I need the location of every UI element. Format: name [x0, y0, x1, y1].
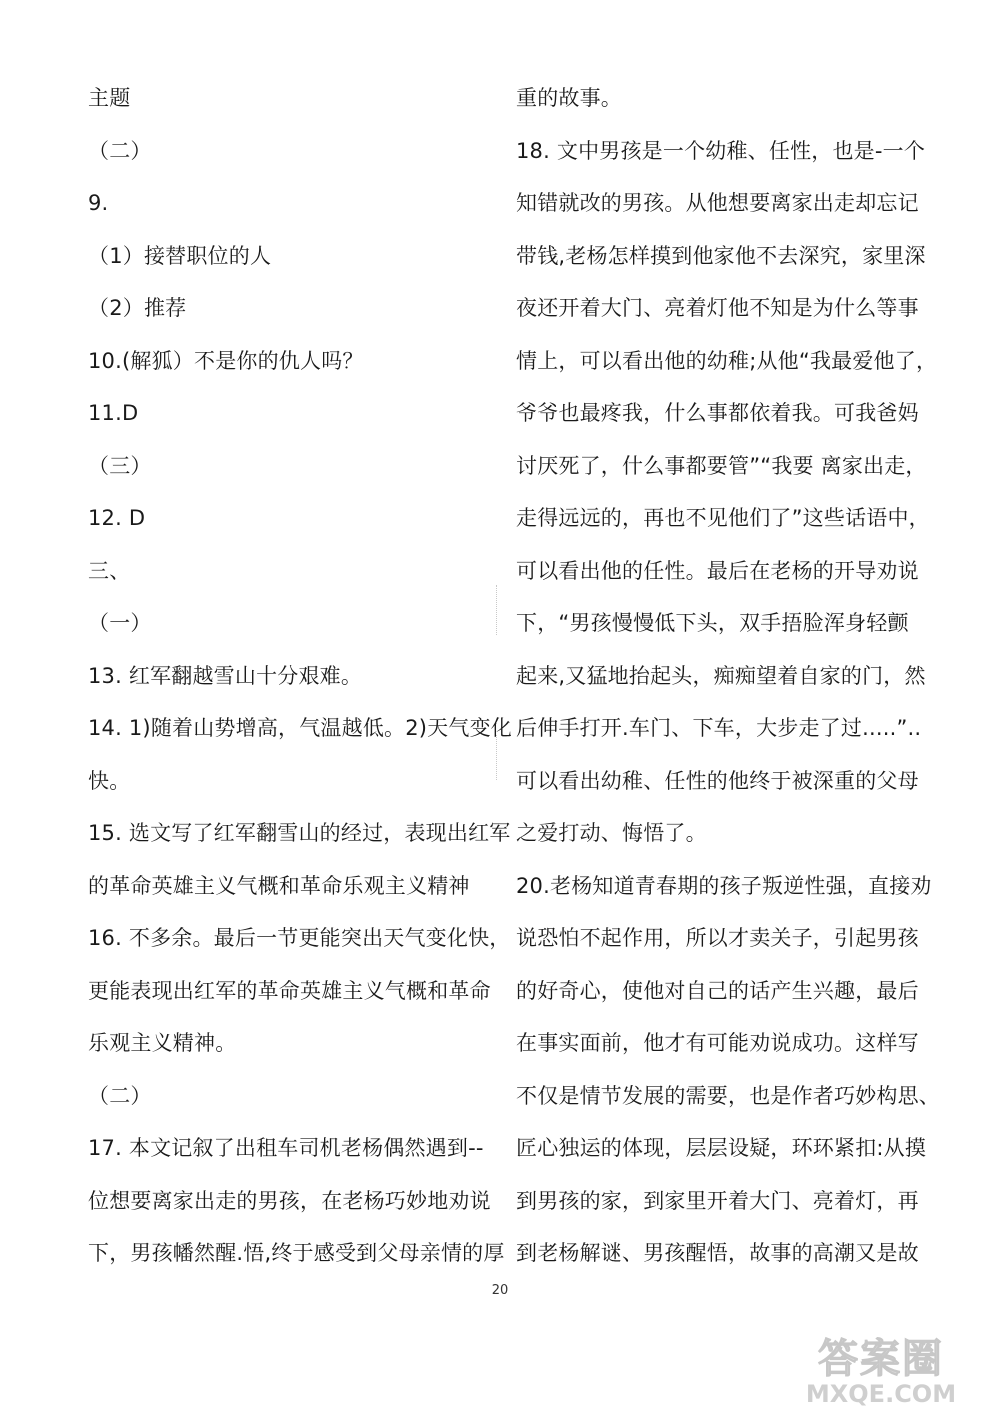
- text-line: 讨厌死了，什么事都要管”“我要 离家出走，: [516, 453, 927, 478]
- text-line: （二）: [88, 1083, 152, 1108]
- watermark-logo: 答案圈: [818, 1336, 944, 1382]
- text-line: 重的故事。: [516, 86, 622, 110]
- text-line: 说恐怕不起作用，所以才卖关子，引起男孩: [516, 926, 919, 950]
- watermark: [772, 1337, 990, 1407]
- text-line: 之爱打动、悔悟了。: [516, 821, 707, 845]
- text-line: 9.: [88, 191, 109, 215]
- text-line: 位想要离家出走的男孩，在老杨巧妙地劝说: [88, 1188, 491, 1213]
- text-line: 带钱,老杨怎样摸到他家他不去深究，家里深: [516, 243, 926, 268]
- text-line: 在事实面前，他才有可能劝说成功。这样写: [516, 1031, 919, 1055]
- fold-mark-top: [496, 585, 497, 635]
- text-line: 匠心独运的体现，层层设疑，环环紧扣:从摸: [516, 1136, 927, 1160]
- text-line: 12. D: [88, 506, 146, 530]
- text-line: 快。: [88, 768, 131, 793]
- text-line: 走得远远的，再也不见他们了”这些话语中，: [516, 506, 930, 530]
- text-line: 可以看出幼稚、任性的他终于被深重的父母: [516, 768, 919, 793]
- text-line: 18. 文中男孩是一个幼稚、任性，也是-一个: [516, 138, 926, 163]
- text-line: （一）: [88, 611, 152, 635]
- text-line: 主题: [88, 86, 131, 110]
- text-line: 11.D: [88, 401, 139, 425]
- text-line: 20.老杨知道青春期的孩子叛逆性强，直接劝: [516, 873, 932, 898]
- text-line: 13. 红军翻越雪山十分艰难。: [88, 663, 363, 688]
- right-column: [516, 72, 940, 1280]
- text-line: 的好奇心，使他对自己的话产生兴趣，最后: [516, 978, 919, 1003]
- text-line: （三）: [88, 453, 152, 478]
- text-line: 17. 本文记叙了出租车司机老杨偶然遇到--: [88, 1136, 484, 1160]
- fold-mark-bottom: [496, 735, 497, 780]
- text-line: 下，男孩幡然醒.悟,终于感受到父母亲情的厚: [88, 1241, 505, 1265]
- text-line: （1）接替职位的人: [88, 243, 272, 268]
- text-line: 更能表现出红军的革命英雄主义气概和革命: [88, 978, 491, 1003]
- page-number: 20: [491, 1283, 509, 1298]
- text-line: 起来,又猛地抬起头，痴痴望着自家的门，然: [516, 663, 926, 688]
- text-line: 情上，可以看出他的幼稚;从他“我最爱他了，: [516, 348, 938, 373]
- text-line: 的革命英雄主义气概和革命乐观主义精神: [88, 873, 470, 898]
- text-line: 到老杨解谜、男孩醒悟，故事的高潮又是故: [516, 1241, 919, 1265]
- text-line: 三、: [88, 558, 131, 583]
- text-line: 不仅是情节发展的需要，也是作者巧妙构思、: [516, 1083, 940, 1108]
- text-line: 10.(解狐）不是你的仇人吗？: [88, 348, 364, 373]
- text-line: 爷爷也最疼我，什么事都依着我。可我爸妈: [516, 401, 919, 425]
- text-line: 知错就改的男孩。从他想要离家出走却忘记: [516, 191, 919, 215]
- text-line: 乐观主义精神。: [88, 1031, 237, 1055]
- text-line: 下，“男孩慢慢低下头，双手捂脸浑身轻颤: [516, 611, 909, 635]
- text-line: 15. 选文写了红军翻雪山的经过，表现出红军: [88, 821, 511, 845]
- watermark-url: MXQE.COM: [805, 1380, 957, 1408]
- left-column: [88, 72, 512, 1280]
- text-line: 到男孩的家，到家里开着大门、亮着灯，再: [516, 1188, 919, 1213]
- text-line: 后伸手打开.车门、下车，大步走了过.....”..: [516, 716, 922, 740]
- text-line: 16. 不多余。最后一节更能突出天气变化快，: [88, 926, 511, 950]
- text-line: 夜还开着大门、亮着灯他不知是为什么等事: [516, 296, 919, 320]
- text-line: 可以看出他的任性。最后在老杨的开导劝说: [516, 558, 919, 583]
- text-line: 14. 1)随着山势增高，气温越低。2)天气变化: [88, 716, 512, 740]
- text-line: （2）推荐: [88, 296, 187, 320]
- text-line: （二）: [88, 138, 152, 163]
